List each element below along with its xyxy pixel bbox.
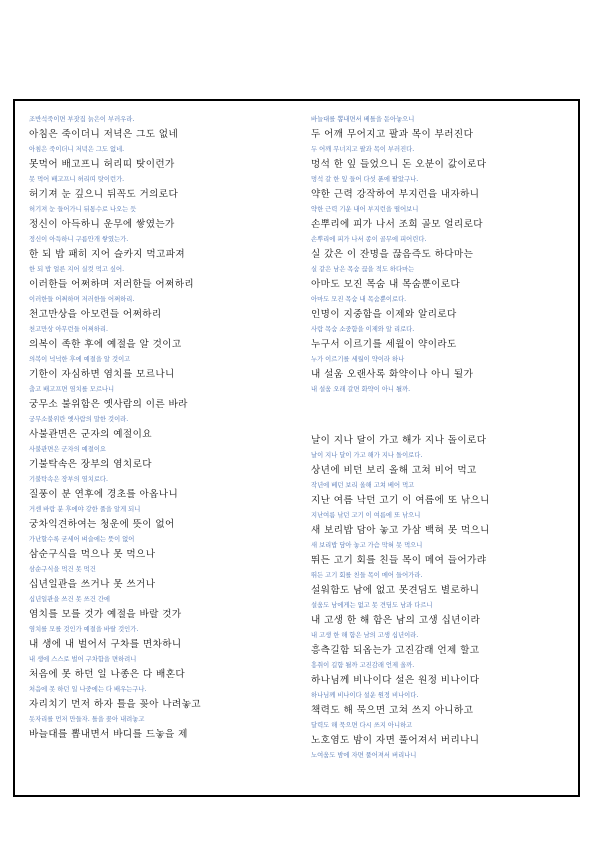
modern-gloss-line: 정신이 아득하니 구름안개 쌓였는가. (29, 236, 129, 243)
verse-line: 염치를 모를 것가 예절을 바랄 것가 (29, 609, 182, 620)
left-line-pair (29, 505, 294, 533)
left-line-pair (29, 445, 294, 473)
modern-gloss-line: 내 설움 오래 갈면 화약이 아니 될까. (311, 386, 411, 393)
left-line-pair (29, 475, 294, 503)
modern-gloss-line: 염치를 모를 것인가 예절을 바랄 것인가. (29, 626, 139, 633)
left-line-pair (29, 235, 294, 263)
verse-line: 누구서 이르기를 세월이 약이라도 (311, 339, 457, 350)
modern-gloss-line: 약한 근력 기운 내어 부지런을 떨어보니 (311, 206, 419, 213)
right-bottom-line-pair (311, 631, 576, 659)
modern-gloss-line: 의복이 넉넉한 후에 예절을 알 것이고 (29, 356, 131, 363)
left-line-pair (29, 655, 294, 683)
right-top-line-pair (311, 205, 576, 233)
verse-line: 상년에 비던 보리 올해 고쳐 비어 먹고 (311, 465, 477, 476)
verse-line: 내 고생 한 해 함은 남의 고생 십년이라 (311, 615, 481, 626)
modern-gloss-line: 춥고 배고프면 염치를 모르나니 (29, 386, 115, 393)
modern-gloss-line: 처음에 못 하던 일 나중에는 다 배우는구나. (29, 686, 147, 693)
verse-line: 내 설움 오랜사록 화약이나 아니 될가 (311, 369, 474, 380)
verse-line: 기한이 자심하면 염치를 모르나니 (29, 369, 175, 380)
modern-gloss-line: 아침은 죽이더니 저녁은 그도 없네. (29, 146, 125, 153)
modern-gloss-line: 사불관면은 군자의 예절이요 (29, 446, 106, 453)
modern-gloss-line: 기불탁속은 장부의 염치로다. (29, 476, 108, 483)
right-column (311, 113, 576, 763)
verse-line: 날이 지나 달이 가고 해가 지나 돌이로다 (311, 435, 487, 446)
modern-gloss-line: 십년일관을 쓰건 못 쓰건 간에 (29, 596, 110, 603)
right-bottom-line-pair (311, 721, 576, 749)
left-line-pair (29, 325, 294, 353)
modern-gloss-line: 아마도 모진 목숨 내 목숨뿐이로다. (311, 296, 407, 303)
modern-gloss-line: 멍석 갈 한 잎 들어 다섯 푼에 팔았구나. (311, 176, 419, 183)
verse-line: 아침은 죽이더니 저녁은 그도 없네 (29, 129, 179, 140)
modern-gloss-line: 두 어깨 무너지고 팔과 목이 부러진다. (311, 146, 415, 153)
verse-line: 자리치기 먼저 하자 틀을 꽂아 나려놓고 (29, 699, 201, 710)
modern-gloss-line: 궁무소불위란 옛사람의 말한 것이라. (29, 416, 129, 423)
right-top-line-pair (311, 115, 576, 143)
verse-line: 못먹어 배고프니 허리띠 탓이런가 (29, 159, 175, 170)
right-top-line-pair (311, 175, 576, 203)
left-line-pair (29, 145, 294, 173)
modern-gloss-line: 바늘대를 뽑내면서 베틀을 돋아놓으니 (311, 116, 415, 123)
left-line-pair (29, 535, 294, 563)
modern-gloss-line: 못 먹어 배고프니 허리띠 탓이런가. (29, 176, 125, 183)
right-bottom-line-pair (311, 451, 576, 479)
right-top-line-pair (311, 265, 576, 293)
modern-gloss-line: 작년에 베던 보리 올해 고쳐 베어 먹고 (311, 482, 415, 489)
verse-line: 한 되 밥 패히 지어 슬카지 먹고파져 (29, 249, 186, 260)
verse-line: 기불탁속은 장부의 염치로다 (29, 459, 152, 470)
right-top-line-pair (311, 235, 576, 263)
right-bottom-line-pair (311, 511, 576, 539)
verse-line: 궁차익견하여는 청운에 뜻이 없어 (29, 519, 175, 530)
right-top-line-pair (311, 295, 576, 323)
modern-gloss-line: 거센 바람 분 후에야 강한 풀을 알게 되니 (29, 506, 141, 513)
right-bottom-line-pair (311, 691, 576, 719)
right-bottom-line-pair (311, 541, 576, 569)
verse-line: 사불관면은 군자의 예절이요 (29, 429, 152, 440)
left-line-pair (29, 355, 294, 383)
verse-line: 이러한들 어쩌하며 저러한들 어쩌하리 (29, 279, 195, 290)
right-top-line-pair (311, 145, 576, 173)
verse-line: 정신이 아득하니 운무에 쌓였는가 (29, 219, 175, 230)
verse-line: 십년일관을 쓰거나 못 쓰거나 (29, 579, 156, 590)
right-bottom-line-pair (311, 433, 576, 449)
modern-gloss-line: 흥취이 길함 될까 고진감래 언제 올까. (311, 662, 415, 669)
left-line-pair (29, 595, 294, 623)
verse-line: 흥측길함 되옵는가 고진감래 언제 할고 (311, 645, 480, 656)
right-bottom-line-pair (311, 661, 576, 689)
verse-line: 새 보리밥 담아 놓고 가삼 백혀 못 먹으니 (311, 525, 490, 536)
verse-line: 지난 여름 낙던 고기 이 여름에 또 낚으니 (311, 495, 490, 506)
modern-gloss-line: 이러한들 어쩌하며 저러한들 어쩌하리. (29, 296, 135, 303)
left-line-pair (29, 115, 294, 143)
modern-gloss-line: 날이 지나 달이 가고 해가 지나 돌이로다. (311, 452, 423, 459)
document-frame (13, 99, 580, 797)
verse-line: 의복이 족한 후에 예절을 알 것이고 (29, 339, 182, 350)
modern-gloss-line: 내 고생 한 해 함은 남의 고생 십년이라. (311, 632, 419, 639)
right-top-line-pair (311, 325, 576, 353)
stanza-break (311, 397, 576, 433)
modern-gloss-line: 한 되 밥 얼른 지어 실컷 먹고 싶어. (29, 266, 125, 273)
modern-gloss-line: 지난여름 낚던 고기 이 여름에 또 낚으니 (311, 512, 421, 519)
verse-line: 뛰든 고기 회를 친들 목이 메여 들어가랴 (311, 555, 487, 566)
verse-line: 하나님께 비나이다 설은 원정 비나이다 (311, 675, 480, 686)
left-line-pair (29, 295, 294, 323)
modern-gloss-line: 손뿌리에 피가 나서 종이 골무에 피어린다. (311, 236, 427, 243)
modern-gloss-line: 달력도 해 묵으면 다시 쓰지 아니하고 (311, 722, 413, 729)
verse-line: 노호염도 밤이 자면 풀어져서 버리나니 (311, 735, 480, 746)
left-line-pair (29, 715, 294, 743)
right-bottom-line-pair (311, 571, 576, 599)
verse-line: 내 생에 내 벌어서 구차를 면차하니 (29, 639, 182, 650)
verse-line: 인명이 지중함을 이제와 알리로다 (311, 309, 457, 320)
verse-line: 아마도 모진 목숨 내 목숨뿐이로다 (311, 279, 461, 290)
right-bottom-line-pair (311, 601, 576, 629)
verse-line: 질풍이 분 연후에 경초를 아옵나니 (29, 489, 179, 500)
right-column-bottom-stanza (311, 433, 576, 760)
right-bottom-line-pair (311, 751, 576, 760)
modern-gloss-line: 삼순구식을 먹건 못 먹건 (29, 566, 96, 573)
modern-gloss-line: 가난할수록 굳세어 벼슬에는 뜻이 없어 (29, 536, 135, 543)
modern-gloss-line: 노여움도 밤에 자면 풀어져서 버리나니 (311, 752, 417, 759)
modern-gloss-line: 천고만상 아무런들 어쩌하리. (29, 326, 108, 333)
left-line-pair (29, 415, 294, 443)
left-line-pair (29, 265, 294, 293)
left-line-pair (29, 385, 294, 413)
left-column (29, 113, 294, 745)
modern-gloss-line: 새 보리밥 담아 놓고 가슴 막혀 못 먹으니 (311, 542, 423, 549)
left-line-pair (29, 685, 294, 713)
left-line-pair (29, 565, 294, 593)
verse-line: 설워함도 남에 없고 못견딤도 별로하니 (311, 585, 480, 596)
verse-line: 궁무소 불위함은 옛사람의 이른 바라 (29, 399, 188, 410)
verse-line: 멍석 한 잎 들었으니 돈 오분이 값이로다 (311, 159, 487, 170)
modern-gloss-line: 조반석죽이면 부잣집 늙은이 부러우라. (29, 116, 135, 123)
verse-line: 바늘대를 뽑내면서 바디를 드놓을 제 (29, 729, 188, 740)
modern-gloss-line: 누가 이르기를 세월이 약이라 하나 (311, 356, 405, 363)
modern-gloss-line: 사람 목숨 소중함을 이제와 알 리로다. (311, 326, 415, 333)
modern-gloss-line: 허기져 눈 들어가니 뒤통수로 나오는 듯 (29, 206, 137, 213)
verse-line: 두 어깨 무어지고 팔과 목이 부러진다 (311, 129, 474, 140)
left-line-pair (29, 625, 294, 653)
verse-line: 천고만상을 아모련들 어쩌하리 (29, 309, 162, 320)
right-column-top-stanza (311, 115, 576, 394)
modern-gloss-line: 실 같은 남은 목숨 끊을 적도 하다마는 (311, 266, 415, 273)
modern-gloss-line: 설움도 남에게는 없고 못 견딤도 남과 다르니 (311, 602, 433, 609)
right-bottom-line-pair (311, 481, 576, 509)
verse-line: 손뿌리에 피가 나서 조희 골모 얼리로다 (311, 219, 483, 230)
right-top-line-pair (311, 355, 576, 383)
verse-line: 허기져 눈 깊으니 뒤꼭도 거의로다 (29, 189, 179, 200)
modern-gloss-line: 돗자리를 먼저 만들자. 틀을 꽂아 내려놓고 (29, 716, 145, 723)
left-line-pair (29, 175, 294, 203)
modern-gloss-line: 하나님께 비나이다 설운 원정 비나이다. (311, 692, 419, 699)
verse-line: 삼순구식을 먹으나 못 먹으나 (29, 549, 156, 560)
verse-line: 책력도 해 묵으면 고쳐 쓰지 아니하고 (311, 705, 474, 716)
modern-gloss-line: 내 생에 스스로 벌어 구차함을 면하려니 (29, 656, 137, 663)
verse-line: 실 갔은 이 잔명을 끊음즉도 하다마는 (311, 249, 474, 260)
verse-line: 약한 근력 강작하여 부지런을 내자하니 (311, 189, 480, 200)
verse-line: 처음에 못 하던 일 나종은 다 배혼다 (29, 669, 186, 680)
modern-gloss-line: 뛰든 고기 회를 친들 목이 메어 들어가라. (311, 572, 423, 579)
right-top-line-pair (311, 385, 576, 394)
left-line-pair (29, 205, 294, 233)
